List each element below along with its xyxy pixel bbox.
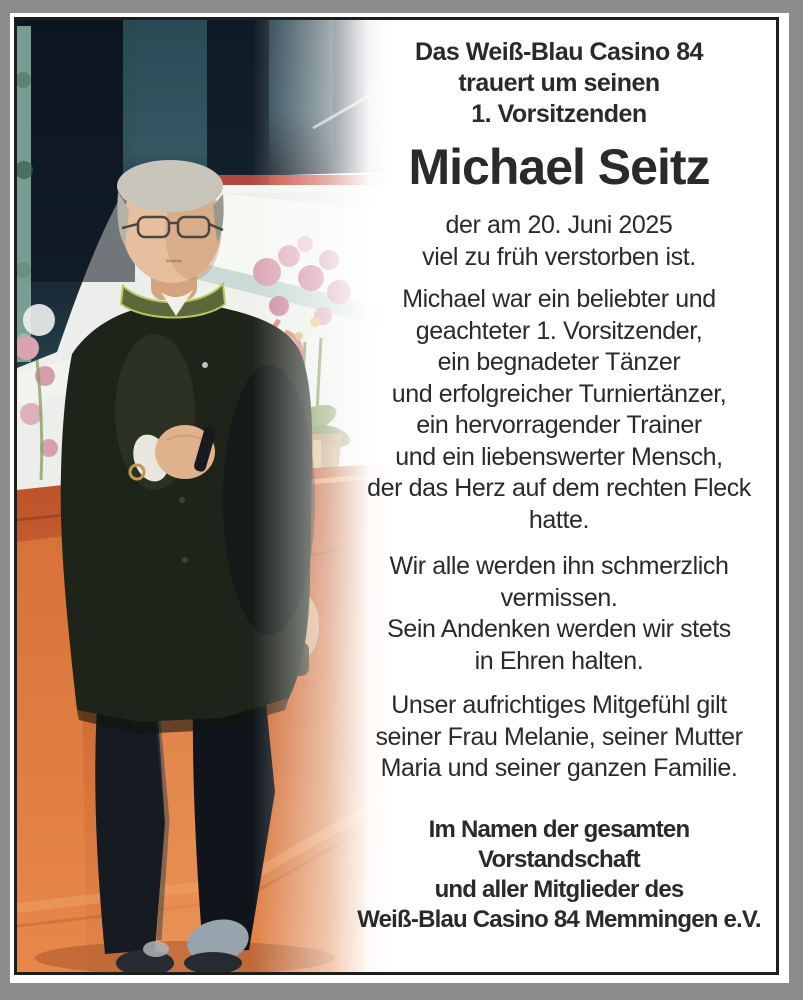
mourning-line: Sein Andenken werden wir stets bbox=[387, 615, 731, 643]
header-line: Das Weiß-Blau Casino 84 bbox=[414, 38, 704, 66]
condolence-line: Unser aufrichtiges Mitgefühl gilt bbox=[391, 691, 727, 719]
death-line: viel zu früh verstorben ist. bbox=[422, 242, 696, 271]
closing-line: Im Namen der gesamten bbox=[428, 816, 690, 843]
death-line: der am 20. Juni 2025 bbox=[445, 211, 673, 239]
mourning-line: Wir alle werden ihn schmerzlich bbox=[389, 552, 729, 580]
closing-block bbox=[341, 815, 777, 935]
mourning-block bbox=[341, 551, 777, 677]
tribute-line: geachteter 1. Vorsitzender, bbox=[415, 316, 703, 345]
condolence-line: Maria und seiner ganzen Familie. bbox=[380, 754, 738, 782]
death-date-block bbox=[341, 210, 777, 273]
tribute-line: Michael war ein beliebter und bbox=[402, 285, 716, 313]
deceased-name-block bbox=[341, 138, 777, 196]
tribute-line: ein hervorragender Trainer bbox=[416, 411, 702, 439]
closing-line: und aller Mitglieder des bbox=[434, 876, 684, 903]
header-block bbox=[341, 37, 777, 130]
closing-line: Weiß-Blau Casino 84 Memmingen e.V. bbox=[357, 906, 761, 933]
tribute-line: und erfolgreicher Turniertänzer, bbox=[391, 379, 727, 408]
condolence-block bbox=[341, 690, 777, 785]
tribute-block bbox=[341, 284, 777, 536]
header-line: 1. Vorsitzenden bbox=[471, 100, 647, 128]
mourning-line: vermissen. bbox=[500, 583, 618, 612]
deceased-name: Michael Seitz bbox=[408, 139, 710, 195]
tribute-line: der das Herz auf dem rechten Fleck bbox=[367, 474, 751, 502]
notice-paper bbox=[10, 13, 789, 983]
tribute-line: hatte. bbox=[528, 505, 590, 534]
tribute-line: und ein liebenswerter Mensch, bbox=[395, 442, 723, 471]
condolence-line: seiner Frau Melanie, seiner Mutter bbox=[375, 722, 743, 751]
header-line: trauert um seinen bbox=[458, 69, 660, 97]
tribute-line: ein begnadeter Tänzer bbox=[437, 348, 681, 376]
mourning-line: in Ehren halten. bbox=[474, 646, 644, 675]
closing-line: Vorstandschaft bbox=[478, 846, 640, 873]
notice-border bbox=[14, 17, 779, 975]
